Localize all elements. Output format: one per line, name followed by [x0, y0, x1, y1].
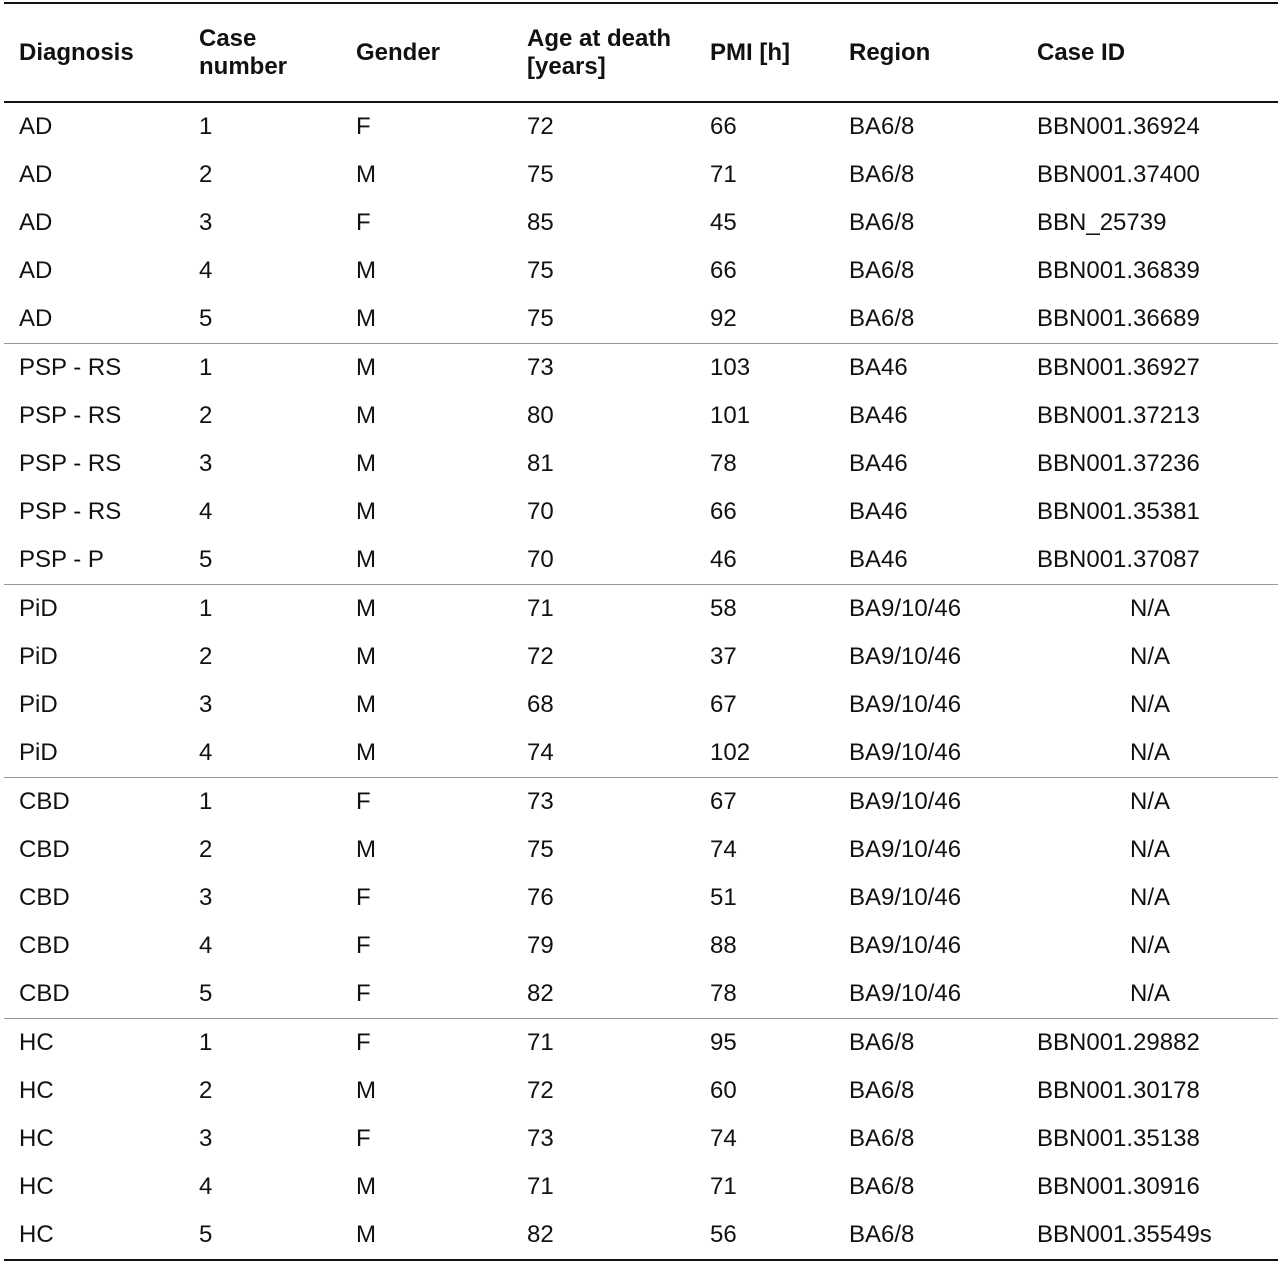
cell-case-id: BBN001.36689: [1037, 305, 1200, 332]
cell-pmi: 66: [710, 257, 737, 284]
cell-case-id: BBN001.35549s: [1022, 1211, 1278, 1260]
cell-case-id: BBN001.35381: [1037, 498, 1200, 525]
table-row: [4, 151, 1278, 199]
cell-region: BA6/8: [834, 1211, 1022, 1260]
cell-age-at-death: 73: [527, 1125, 554, 1152]
cell-gender: M: [356, 1173, 376, 1200]
table-row: [4, 1163, 1278, 1211]
cell-case-number: 1: [199, 113, 213, 140]
table-row: [4, 440, 1278, 488]
cell-case-id: BBN001.36839: [1037, 257, 1200, 284]
cell-age-at-death: 73: [512, 344, 695, 393]
cell-case-number: 3: [199, 884, 213, 911]
column-header-age-at-death: Age at death [years]: [527, 24, 672, 80]
cell-case-number: 1: [184, 344, 341, 393]
cell-pmi: 60: [710, 1077, 737, 1104]
table-row: [4, 1067, 1278, 1115]
column-header-region: Region: [849, 38, 931, 66]
cell-diagnosis: AD: [19, 161, 53, 188]
cell-case-id: N/A: [1129, 836, 1170, 863]
cell-age-at-death: 73: [512, 778, 695, 827]
cell-region: BA9/10/46: [849, 739, 962, 766]
table-row: [4, 1211, 1278, 1260]
cell-case-id: BBN001.37400: [1037, 161, 1200, 188]
cell-case-id: N/A: [1129, 932, 1170, 959]
cell-region: BA6/8: [849, 1173, 915, 1200]
cell-case-number: 4: [199, 257, 213, 284]
table-body: [4, 102, 1278, 1260]
cell-age-at-death: 71: [527, 1173, 554, 1200]
cell-gender: M: [356, 498, 376, 525]
table-row: [4, 536, 1278, 585]
cell-pmi: 88: [710, 932, 737, 959]
cell-diagnosis: CBD: [19, 932, 70, 959]
cell-gender: F: [356, 1125, 371, 1152]
cell-region: BA9/10/46: [834, 778, 1022, 827]
cell-case-id: BBN001.29882: [1022, 1019, 1278, 1068]
cell-gender: M: [356, 1077, 376, 1104]
cell-pmi: 92: [710, 305, 737, 332]
cell-region: BA46: [849, 402, 908, 429]
cell-diagnosis: HC: [4, 1019, 184, 1068]
cell-diagnosis: PSP - RS: [4, 344, 184, 393]
cell-case-id: N/A: [1022, 585, 1278, 634]
cell-gender: F: [356, 113, 371, 140]
cell-age-at-death: 75: [527, 257, 554, 284]
table-row: [4, 295, 1278, 344]
cell-gender: F: [341, 1019, 512, 1068]
cell-age-at-death: 76: [527, 884, 554, 911]
cell-age-at-death: 80: [527, 402, 554, 429]
cell-gender: M: [356, 739, 376, 766]
cell-region: BA9/10/46: [849, 836, 962, 863]
cell-diagnosis: PiD: [19, 643, 58, 670]
cell-region: BA6/8: [834, 1019, 1022, 1068]
cell-case-id: BBN_25739: [1037, 209, 1167, 236]
cell-pmi: 56: [695, 1211, 834, 1260]
cell-case-id: BBN001.35138: [1037, 1125, 1200, 1152]
cell-gender: M: [356, 257, 376, 284]
cell-pmi: 71: [710, 1173, 737, 1200]
table-row: [4, 1115, 1278, 1163]
cell-case-number: 1: [184, 1019, 341, 1068]
cell-diagnosis: HC: [4, 1211, 184, 1260]
cell-pmi: 67: [710, 691, 737, 718]
cell-case-number: 2: [199, 402, 213, 429]
cell-gender: M: [356, 836, 376, 863]
cell-diagnosis: CBD: [19, 836, 70, 863]
cell-region: BA9/10/46: [849, 691, 962, 718]
cell-pmi: 66: [710, 498, 737, 525]
table-row: [4, 970, 1278, 1019]
cell-region: BA6/8: [849, 209, 915, 236]
table-row: [4, 826, 1278, 874]
cell-case-id: N/A: [1129, 739, 1170, 766]
column-header-case-number: Case number: [199, 24, 288, 80]
cell-diagnosis: HC: [19, 1125, 54, 1152]
cell-region: BA9/10/46: [849, 932, 962, 959]
column-header-diagnosis: Diagnosis: [19, 38, 134, 66]
cell-case-number: 2: [199, 161, 213, 188]
cell-pmi: 46: [710, 546, 737, 573]
cell-pmi: 45: [710, 209, 737, 236]
table-row: [4, 102, 1278, 151]
cell-pmi: 101: [710, 402, 751, 429]
cell-pmi: 74: [710, 836, 737, 863]
cell-diagnosis: CBD: [19, 980, 70, 1007]
cell-case-number: 1: [184, 778, 341, 827]
cell-diagnosis: HC: [19, 1173, 54, 1200]
cell-gender: F: [356, 932, 371, 959]
cell-region: BA9/10/46: [849, 980, 962, 1007]
cell-case-id: BBN001.37087: [1037, 546, 1200, 573]
cell-age-at-death: 81: [527, 450, 554, 477]
table-row: [4, 922, 1278, 970]
cell-case-id: BBN001.36927: [1022, 344, 1278, 393]
cell-diagnosis: PSP - RS: [19, 450, 122, 477]
cell-case-number: 5: [199, 546, 213, 573]
table-row: [4, 488, 1278, 536]
cell-pmi: 102: [710, 739, 751, 766]
cell-case-number: 2: [199, 1077, 213, 1104]
case-table-container: [4, 2, 1278, 1261]
cell-region: BA46: [834, 344, 1022, 393]
cell-gender: M: [341, 585, 512, 634]
cell-case-id: BBN001.30178: [1037, 1077, 1200, 1104]
cell-case-id: BBN001.30916: [1037, 1173, 1200, 1200]
cell-gender: M: [356, 305, 376, 332]
cell-diagnosis: AD: [19, 305, 53, 332]
cell-region: BA46: [849, 450, 908, 477]
cell-region: BA6/8: [849, 305, 915, 332]
cell-gender: M: [341, 344, 512, 393]
cell-pmi: 66: [710, 113, 737, 140]
cell-gender: F: [356, 209, 371, 236]
cell-case-number: 4: [199, 1173, 213, 1200]
cell-gender: F: [341, 778, 512, 827]
table-row: [4, 874, 1278, 922]
column-header-gender: Gender: [356, 38, 441, 66]
cell-age-at-death: 75: [527, 161, 554, 188]
cell-age-at-death: 71: [512, 585, 695, 634]
cell-pmi: 103: [695, 344, 834, 393]
cell-case-number: 4: [199, 739, 213, 766]
column-header-case-id: Case ID: [1037, 38, 1126, 66]
table-row: [4, 585, 1278, 634]
cell-pmi: 37: [710, 643, 737, 670]
table-row: [4, 1019, 1278, 1068]
table-row: [4, 392, 1278, 440]
cell-region: BA46: [849, 498, 908, 525]
case-table: [4, 2, 1278, 1261]
table-row: [4, 778, 1278, 827]
cell-case-id: N/A: [1129, 884, 1170, 911]
cell-pmi: 74: [710, 1125, 737, 1152]
cell-age-at-death: 71: [512, 1019, 695, 1068]
cell-case-number: 5: [199, 980, 213, 1007]
cell-age-at-death: 72: [527, 1077, 554, 1104]
cell-age-at-death: 70: [527, 498, 554, 525]
cell-case-number: 3: [199, 1125, 213, 1152]
cell-diagnosis: PSP - RS: [19, 498, 122, 525]
cell-pmi: 78: [710, 450, 737, 477]
cell-region: BA46: [849, 546, 908, 573]
cell-gender: M: [356, 546, 376, 573]
column-header-pmi: PMI [h]: [710, 38, 790, 66]
cell-age-at-death: 82: [512, 1211, 695, 1260]
cell-diagnosis: CBD: [4, 778, 184, 827]
cell-gender: M: [356, 161, 376, 188]
cell-case-id: N/A: [1129, 643, 1170, 670]
cell-age-at-death: 85: [527, 209, 554, 236]
cell-diagnosis: PSP - P: [19, 546, 104, 573]
header-row: [4, 3, 1278, 102]
cell-case-number: 2: [199, 643, 213, 670]
cell-case-id: N/A: [1129, 691, 1170, 718]
cell-age-at-death: 75: [527, 305, 554, 332]
cell-region: BA9/10/46: [849, 643, 962, 670]
cell-gender: M: [356, 450, 376, 477]
cell-diagnosis: HC: [19, 1077, 54, 1104]
cell-diagnosis: CBD: [19, 884, 70, 911]
cell-case-id: BBN001.36924: [1037, 113, 1200, 140]
cell-pmi: 78: [710, 980, 737, 1007]
cell-age-at-death: 75: [527, 836, 554, 863]
cell-diagnosis: AD: [19, 257, 53, 284]
cell-age-at-death: 72: [527, 113, 554, 140]
table-row: [4, 344, 1278, 393]
table-row: [4, 633, 1278, 681]
cell-gender: M: [356, 402, 376, 429]
cell-diagnosis: PiD: [19, 739, 58, 766]
cell-region: BA6/8: [849, 113, 915, 140]
cell-age-at-death: 74: [527, 739, 554, 766]
cell-age-at-death: 82: [527, 980, 554, 1007]
cell-gender: M: [356, 691, 376, 718]
cell-gender: F: [356, 884, 371, 911]
cell-gender: M: [341, 1211, 512, 1260]
cell-region: BA9/10/46: [834, 585, 1022, 634]
cell-gender: M: [356, 643, 376, 670]
cell-pmi: 51: [710, 884, 737, 911]
cell-region: BA9/10/46: [849, 884, 962, 911]
cell-region: BA6/8: [849, 1125, 915, 1152]
table-row: [4, 199, 1278, 247]
cell-age-at-death: 70: [527, 546, 554, 573]
table-row: [4, 729, 1278, 778]
cell-age-at-death: 72: [527, 643, 554, 670]
cell-diagnosis: PSP - RS: [19, 402, 122, 429]
cell-pmi: 95: [695, 1019, 834, 1068]
cell-case-number: 4: [199, 498, 213, 525]
table-row: [4, 681, 1278, 729]
cell-age-at-death: 79: [527, 932, 554, 959]
cell-case-number: 4: [199, 932, 213, 959]
cell-region: BA6/8: [849, 161, 915, 188]
cell-diagnosis: AD: [19, 113, 53, 140]
cell-age-at-death: 68: [527, 691, 554, 718]
cell-case-id: BBN001.37213: [1037, 402, 1200, 429]
cell-gender: F: [356, 980, 371, 1007]
cell-case-number: 3: [199, 450, 213, 477]
cell-case-number: 3: [199, 691, 213, 718]
cell-case-number: 5: [184, 1211, 341, 1260]
cell-diagnosis: PiD: [19, 691, 58, 718]
cell-case-number: 1: [184, 585, 341, 634]
table-header: [4, 3, 1278, 102]
cell-pmi: 58: [695, 585, 834, 634]
cell-case-number: 5: [199, 305, 213, 332]
cell-region: BA6/8: [849, 257, 915, 284]
table-row: [4, 247, 1278, 295]
cell-pmi: 71: [710, 161, 737, 188]
cell-region: BA6/8: [849, 1077, 915, 1104]
cell-diagnosis: AD: [19, 209, 53, 236]
cell-pmi: 67: [695, 778, 834, 827]
cell-case-number: 3: [199, 209, 213, 236]
cell-case-id: N/A: [1022, 778, 1278, 827]
cell-case-number: 2: [199, 836, 213, 863]
cell-case-id: BBN001.37236: [1037, 450, 1200, 477]
cell-case-id: N/A: [1129, 980, 1170, 1007]
cell-diagnosis: PiD: [4, 585, 184, 634]
